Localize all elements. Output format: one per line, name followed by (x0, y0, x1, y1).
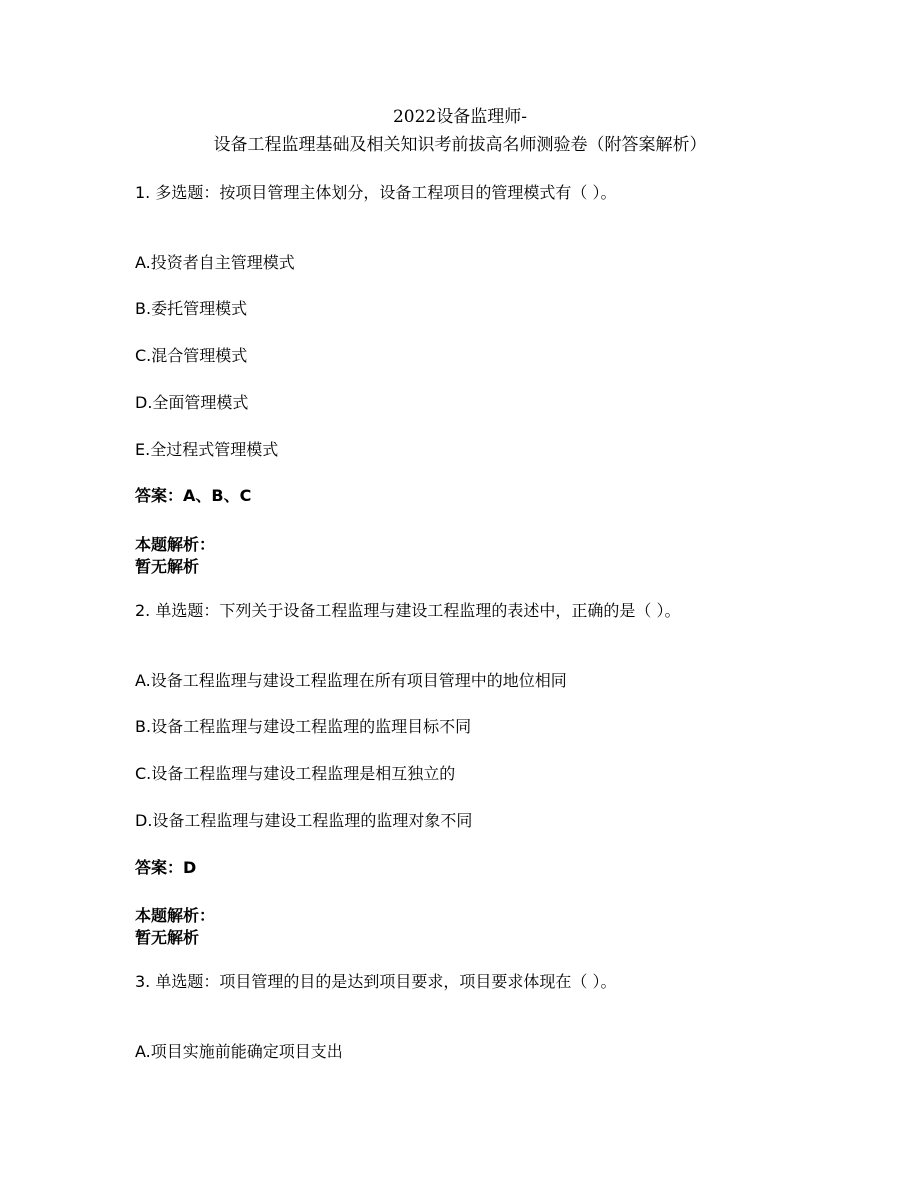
question-1-option-e: E.全过程式管理模式 (135, 440, 279, 459)
question-2-analysis: 暂无解析 (135, 928, 200, 947)
question-1-option-d: D.全面管理模式 (135, 393, 249, 412)
question-3-option-a: A.项目实施前能确定项目支出 (135, 1042, 343, 1061)
question-1-option-c: C.混合管理模式 (135, 346, 248, 365)
question-1-option-b: B.委托管理模式 (135, 299, 248, 318)
question-1-option-a: A.投资者自主管理模式 (135, 253, 295, 272)
question-3-stem: 3. 单选题：项目管理的目的是达到项目要求，项目要求体现在（ ）。 (135, 972, 617, 991)
question-2-analysis-label: 本题解析： (135, 906, 216, 925)
question-1-analysis-label: 本题解析： (135, 535, 216, 554)
question-1-analysis: 暂无解析 (135, 557, 200, 576)
question-2-option-c: C.设备工程监理与建设工程监理是相互独立的 (135, 764, 456, 783)
question-2-option-d: D.设备工程监理与建设工程监理的监理对象不同 (135, 811, 473, 830)
question-2-answer: 答案：D (135, 858, 197, 877)
document-title-line1: 2022设备监理师- (392, 107, 527, 127)
document-title-line2: 设备工程监理基础及相关知识考前拔高名师测验卷（附答案解析） (213, 135, 707, 155)
question-2-option-b: B.设备工程监理与建设工程监理的监理目标不同 (135, 717, 472, 736)
question-2-stem: 2. 单选题：下列关于设备工程监理与建设工程监理的表述中，正确的是（ ）。 (135, 601, 681, 620)
question-1-answer: 答案：A、B、C (135, 486, 252, 505)
question-1-stem: 1. 多选题：按项目管理主体划分，设备工程项目的管理模式有（ ）。 (135, 183, 617, 202)
question-2-option-a: A.设备工程监理与建设工程监理在所有项目管理中的地位相同 (135, 671, 567, 690)
